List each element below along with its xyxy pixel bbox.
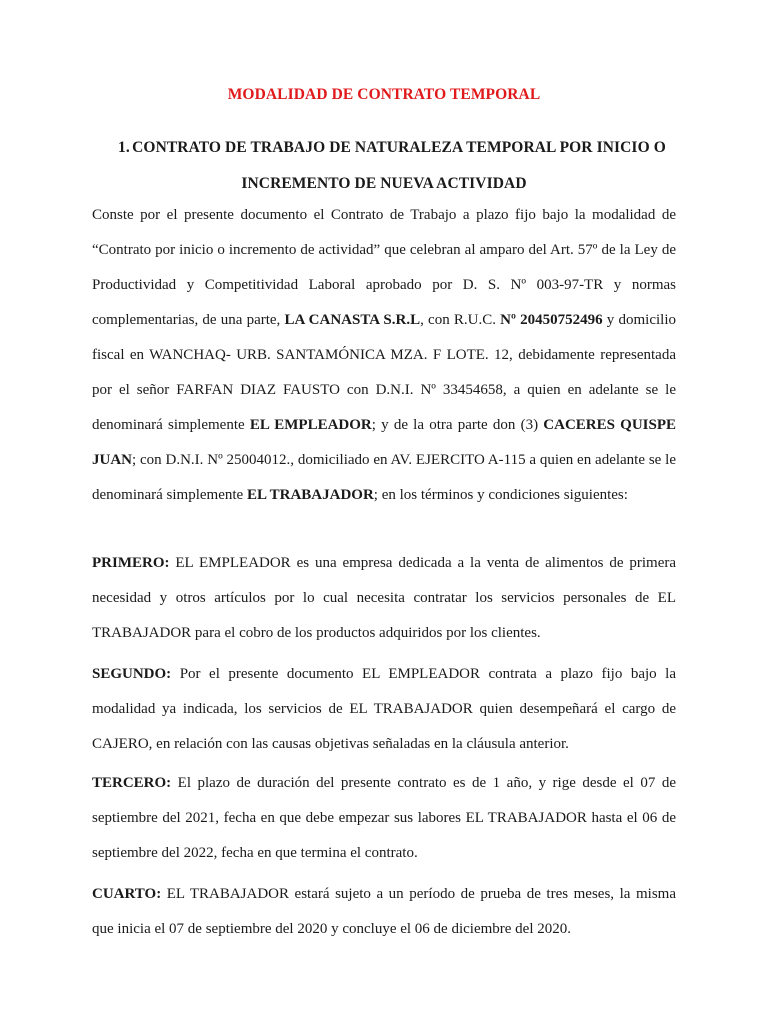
section-heading-line-1: CONTRATO DE TRABAJO DE NATURALEZA TEMPORAL POR INICIO O — [132, 139, 666, 156]
clause-label: PRIMERO: — [92, 555, 170, 571]
section-heading-line-2: INCREMENTO DE NUEVA ACTIVIDAD — [241, 174, 527, 192]
intro-paragraph — [92, 198, 676, 513]
intro-text-6: ; en los términos y condiciones siguientes: — [373, 487, 628, 503]
clause-text: EL TRABAJADOR estará sujeto a un período de prueba de tres meses, la misma que inicia el 07 de septiembre del 2020 y concluye el 06 de diciembre del 2020. — [92, 886, 676, 937]
clause-segundo — [92, 657, 676, 762]
worker-term: EL TRABAJADOR — [246, 487, 374, 503]
clause-cuarto — [92, 877, 676, 947]
intro-text-1: Conste por el presente documento el Contrato de Trabajo a plazo fijo bajo la modalidad de “Contrato por inicio o incremento de actividad” que celebran al amparo del Art. 57º de la Ley de Productividad y Competitividad Laboral aprobado por D. S. Nº 003-97-TR y normas complementarias, de una parte, — [92, 207, 676, 328]
employer-term: EL EMPLEADOR — [249, 417, 372, 433]
clause-text: Por el presente documento EL EMPLEADOR contrata a plazo fijo bajo la modalidad ya indicada, los servicios de EL TRABAJADOR quien desempeñará el cargo de CAJERO, en relación con las causas objetivas señaladas en la cláusula anterior. — [92, 666, 676, 752]
intro-text-2: , con R.U.C. — [420, 312, 501, 328]
intro-text-5: ; con D.N.I. Nº 25004012., domiciliado en AV. EJERCITO A-115 a quien en adelante se le denominará simplemente — [92, 452, 676, 503]
section-heading — [92, 130, 676, 201]
clause-label: SEGUNDO: — [92, 666, 172, 682]
section-number: 1. — [118, 139, 130, 156]
clause-text: EL EMPLEADOR es una empresa dedicada a la venta de alimentos de primera necesidad y otros artículos por lo cual necesita contratar los servicios personales de EL TRABAJADOR para el cobro de los productos adquiridos por los clientes. — [92, 555, 676, 641]
company-ruc: Nº 20450752496 — [500, 312, 603, 328]
intro-text-3: y domicilio fiscal en WANCHAQ- URB. SANTAMÓNICA MZA. F LOTE. 12, debidamente representada por el señor FARFAN DIAZ FAUSTO con D.N.I. Nº 33454658, a quien en adelante se le denominará simplemente — [92, 312, 676, 433]
worker-name: CACERES QUISPE JUAN — [92, 417, 677, 468]
clause-tercero — [92, 766, 676, 871]
clause-label: TERCERO: — [92, 775, 172, 791]
company-name: LA CANASTA S.R.L — [284, 312, 421, 328]
intro-text-4: ; y de la otra parte don (3) — [371, 417, 544, 433]
clause-primero — [92, 546, 676, 651]
clause-text: El plazo de duración del presente contrato es de 1 año, y rige desde el 07 de septiembre del 2021, fecha en que debe empezar sus labores EL TRABAJADOR hasta el 06 de septiembre del 2022, fecha en que termina el contrato. — [92, 775, 676, 861]
clause-label: CUARTO: — [92, 886, 162, 902]
document-title: MODALIDAD DE CONTRATO TEMPORAL — [227, 86, 541, 103]
